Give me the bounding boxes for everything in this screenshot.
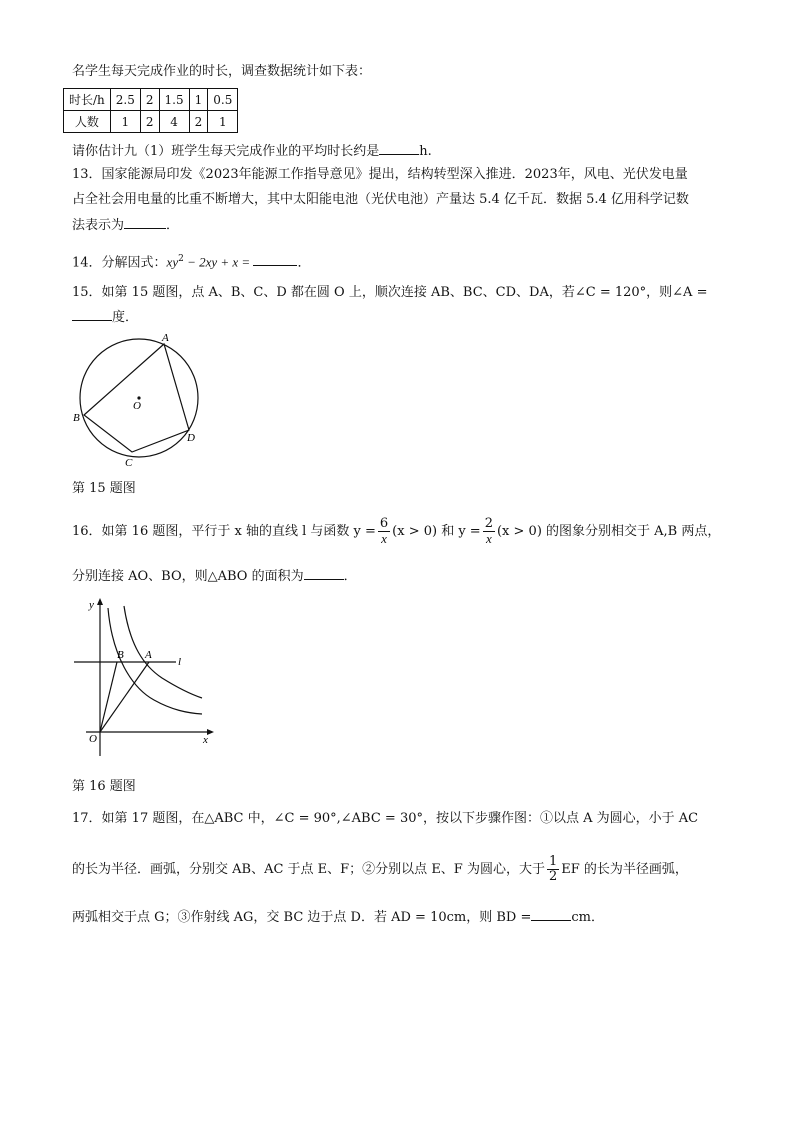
table-cell: 2 bbox=[140, 89, 159, 111]
label-y: y bbox=[89, 599, 94, 611]
table-cell: 1.5 bbox=[159, 89, 189, 111]
answer-blank bbox=[531, 908, 571, 921]
data-table bbox=[63, 88, 238, 133]
q15-line1: 15．如第 15 题图，点 A、B、C、D 都在圆 O 上，顺次连接 AB、BC、CD、DA，若∠C = 120°，则∠A = bbox=[72, 285, 708, 300]
q17-text: 的长为半径．画弧，分别交 AB、AC 于点 E、F；②分别以点 E、F 为圆心，大于 bbox=[72, 862, 545, 877]
q14-text: 14．分解因式： bbox=[72, 255, 167, 271]
q15-caption: 第 15 题图 bbox=[72, 481, 136, 496]
q17-text: 两弧相交于点 G；③作射线 AG，交 BC 边于点 D．若 AD = 10cm，则 BD = bbox=[72, 910, 532, 925]
table-header-cell: 时长/h bbox=[64, 89, 111, 111]
q15-end: 度． bbox=[112, 310, 139, 325]
q16-line2 bbox=[72, 567, 357, 586]
label-b: B bbox=[117, 649, 124, 661]
q16-text: 分别连接 AO、BO，则△ABO 的面积为 bbox=[72, 569, 304, 584]
segment-bo bbox=[100, 662, 117, 732]
q17-line3 bbox=[72, 908, 604, 927]
q15-figure bbox=[72, 330, 202, 470]
q16-caption: 第 16 题图 bbox=[72, 779, 136, 794]
label-b: B bbox=[73, 412, 80, 424]
q13-line2: 占全社会用电量的比重不断增大，其中太阳能电池（光伏电池）产量达 5.4 亿千瓦．数据 5.4 亿用科学记数 bbox=[72, 192, 689, 207]
label-a: A bbox=[162, 332, 169, 344]
q12-unit: h. bbox=[419, 144, 432, 159]
fraction-denominator: x bbox=[381, 531, 387, 546]
answer-blank bbox=[379, 142, 419, 155]
label-x: x bbox=[203, 734, 208, 746]
q17-line2 bbox=[72, 853, 688, 887]
q14-expr: xy bbox=[166, 254, 179, 270]
answer-blank bbox=[72, 308, 112, 321]
q12-text: 请你估计九（1）班学生每天完成作业的平均时长约是 bbox=[72, 144, 380, 159]
fraction-numerator: 6 bbox=[379, 516, 389, 531]
q16-text-end: (x > 0) 的图象分别相交于 A,B 两点， bbox=[496, 524, 721, 539]
table-cell: 0.5 bbox=[208, 89, 238, 111]
label-l: l bbox=[178, 656, 182, 668]
fraction bbox=[483, 517, 495, 546]
table-cell: 2 bbox=[140, 111, 159, 133]
fraction-numerator: 1 bbox=[548, 854, 558, 869]
table-row bbox=[64, 111, 238, 133]
q13-end: ． bbox=[166, 218, 180, 233]
quadrilateral-abcd bbox=[84, 344, 189, 452]
q16-end: ． bbox=[343, 569, 357, 584]
q13-text: 法表示为 bbox=[72, 218, 125, 233]
q15-line2 bbox=[72, 308, 138, 327]
label-a: A bbox=[145, 649, 152, 661]
fraction-denominator: 2 bbox=[548, 869, 558, 884]
x-axis-arrow bbox=[207, 729, 214, 735]
table-cell: 2 bbox=[189, 111, 208, 133]
answer-blank bbox=[304, 567, 344, 580]
answer-blank bbox=[253, 253, 297, 266]
q12-tail bbox=[72, 142, 432, 161]
q13-line3 bbox=[72, 216, 179, 235]
fraction-numerator: 2 bbox=[484, 516, 493, 531]
label-d: D bbox=[187, 432, 195, 444]
q14-line bbox=[72, 250, 310, 272]
q14-expr-rest: − 2xy + x = bbox=[183, 254, 254, 270]
label-o: O bbox=[133, 400, 141, 412]
table-cell: 1 bbox=[208, 111, 238, 133]
fraction bbox=[378, 517, 390, 546]
q17-line1: 17．如第 17 题图，在△ABC 中，∠C = 90°,∠ABC = 30°，按以下步骤作图：①以点 A 为圆心，小于 AC bbox=[72, 811, 699, 826]
q14-end: ． bbox=[297, 255, 311, 271]
fraction-denominator: x bbox=[485, 531, 492, 546]
table-cell: 4 bbox=[159, 111, 189, 133]
q16-figure bbox=[72, 596, 222, 766]
q16-text-mid: (x > 0) 和 y = bbox=[392, 524, 481, 539]
q17-end: cm． bbox=[571, 910, 604, 925]
q16-line1 bbox=[72, 515, 720, 549]
q14-exponent: 2 bbox=[178, 254, 184, 264]
y-axis-arrow bbox=[97, 598, 103, 605]
curve-y-2-over-x bbox=[108, 608, 202, 714]
q16-text: 16．如第 16 题图，平行于 x 轴的直线 l 与函数 y = bbox=[72, 524, 376, 539]
table-cell: 1 bbox=[110, 111, 140, 133]
table-cell: 2.5 bbox=[110, 89, 140, 111]
table-header-cell: 人数 bbox=[64, 111, 111, 133]
fraction bbox=[547, 855, 559, 884]
intro-line: 名学生每天完成作业的时长，调查数据统计如下表： bbox=[72, 64, 372, 79]
label-c: C bbox=[125, 457, 133, 469]
label-o: O bbox=[89, 733, 97, 745]
q17-text-end: EF 的长为半径画弧， bbox=[561, 862, 688, 877]
answer-blank bbox=[124, 216, 166, 229]
table-row bbox=[64, 89, 238, 111]
segment-ao bbox=[100, 662, 149, 732]
q13-line1: 13．国家能源局印发《2023年能源工作指导意见》提出，结构转型深入推进．2023年，风电、光伏发电量 bbox=[72, 167, 688, 182]
table-cell: 1 bbox=[189, 89, 208, 111]
